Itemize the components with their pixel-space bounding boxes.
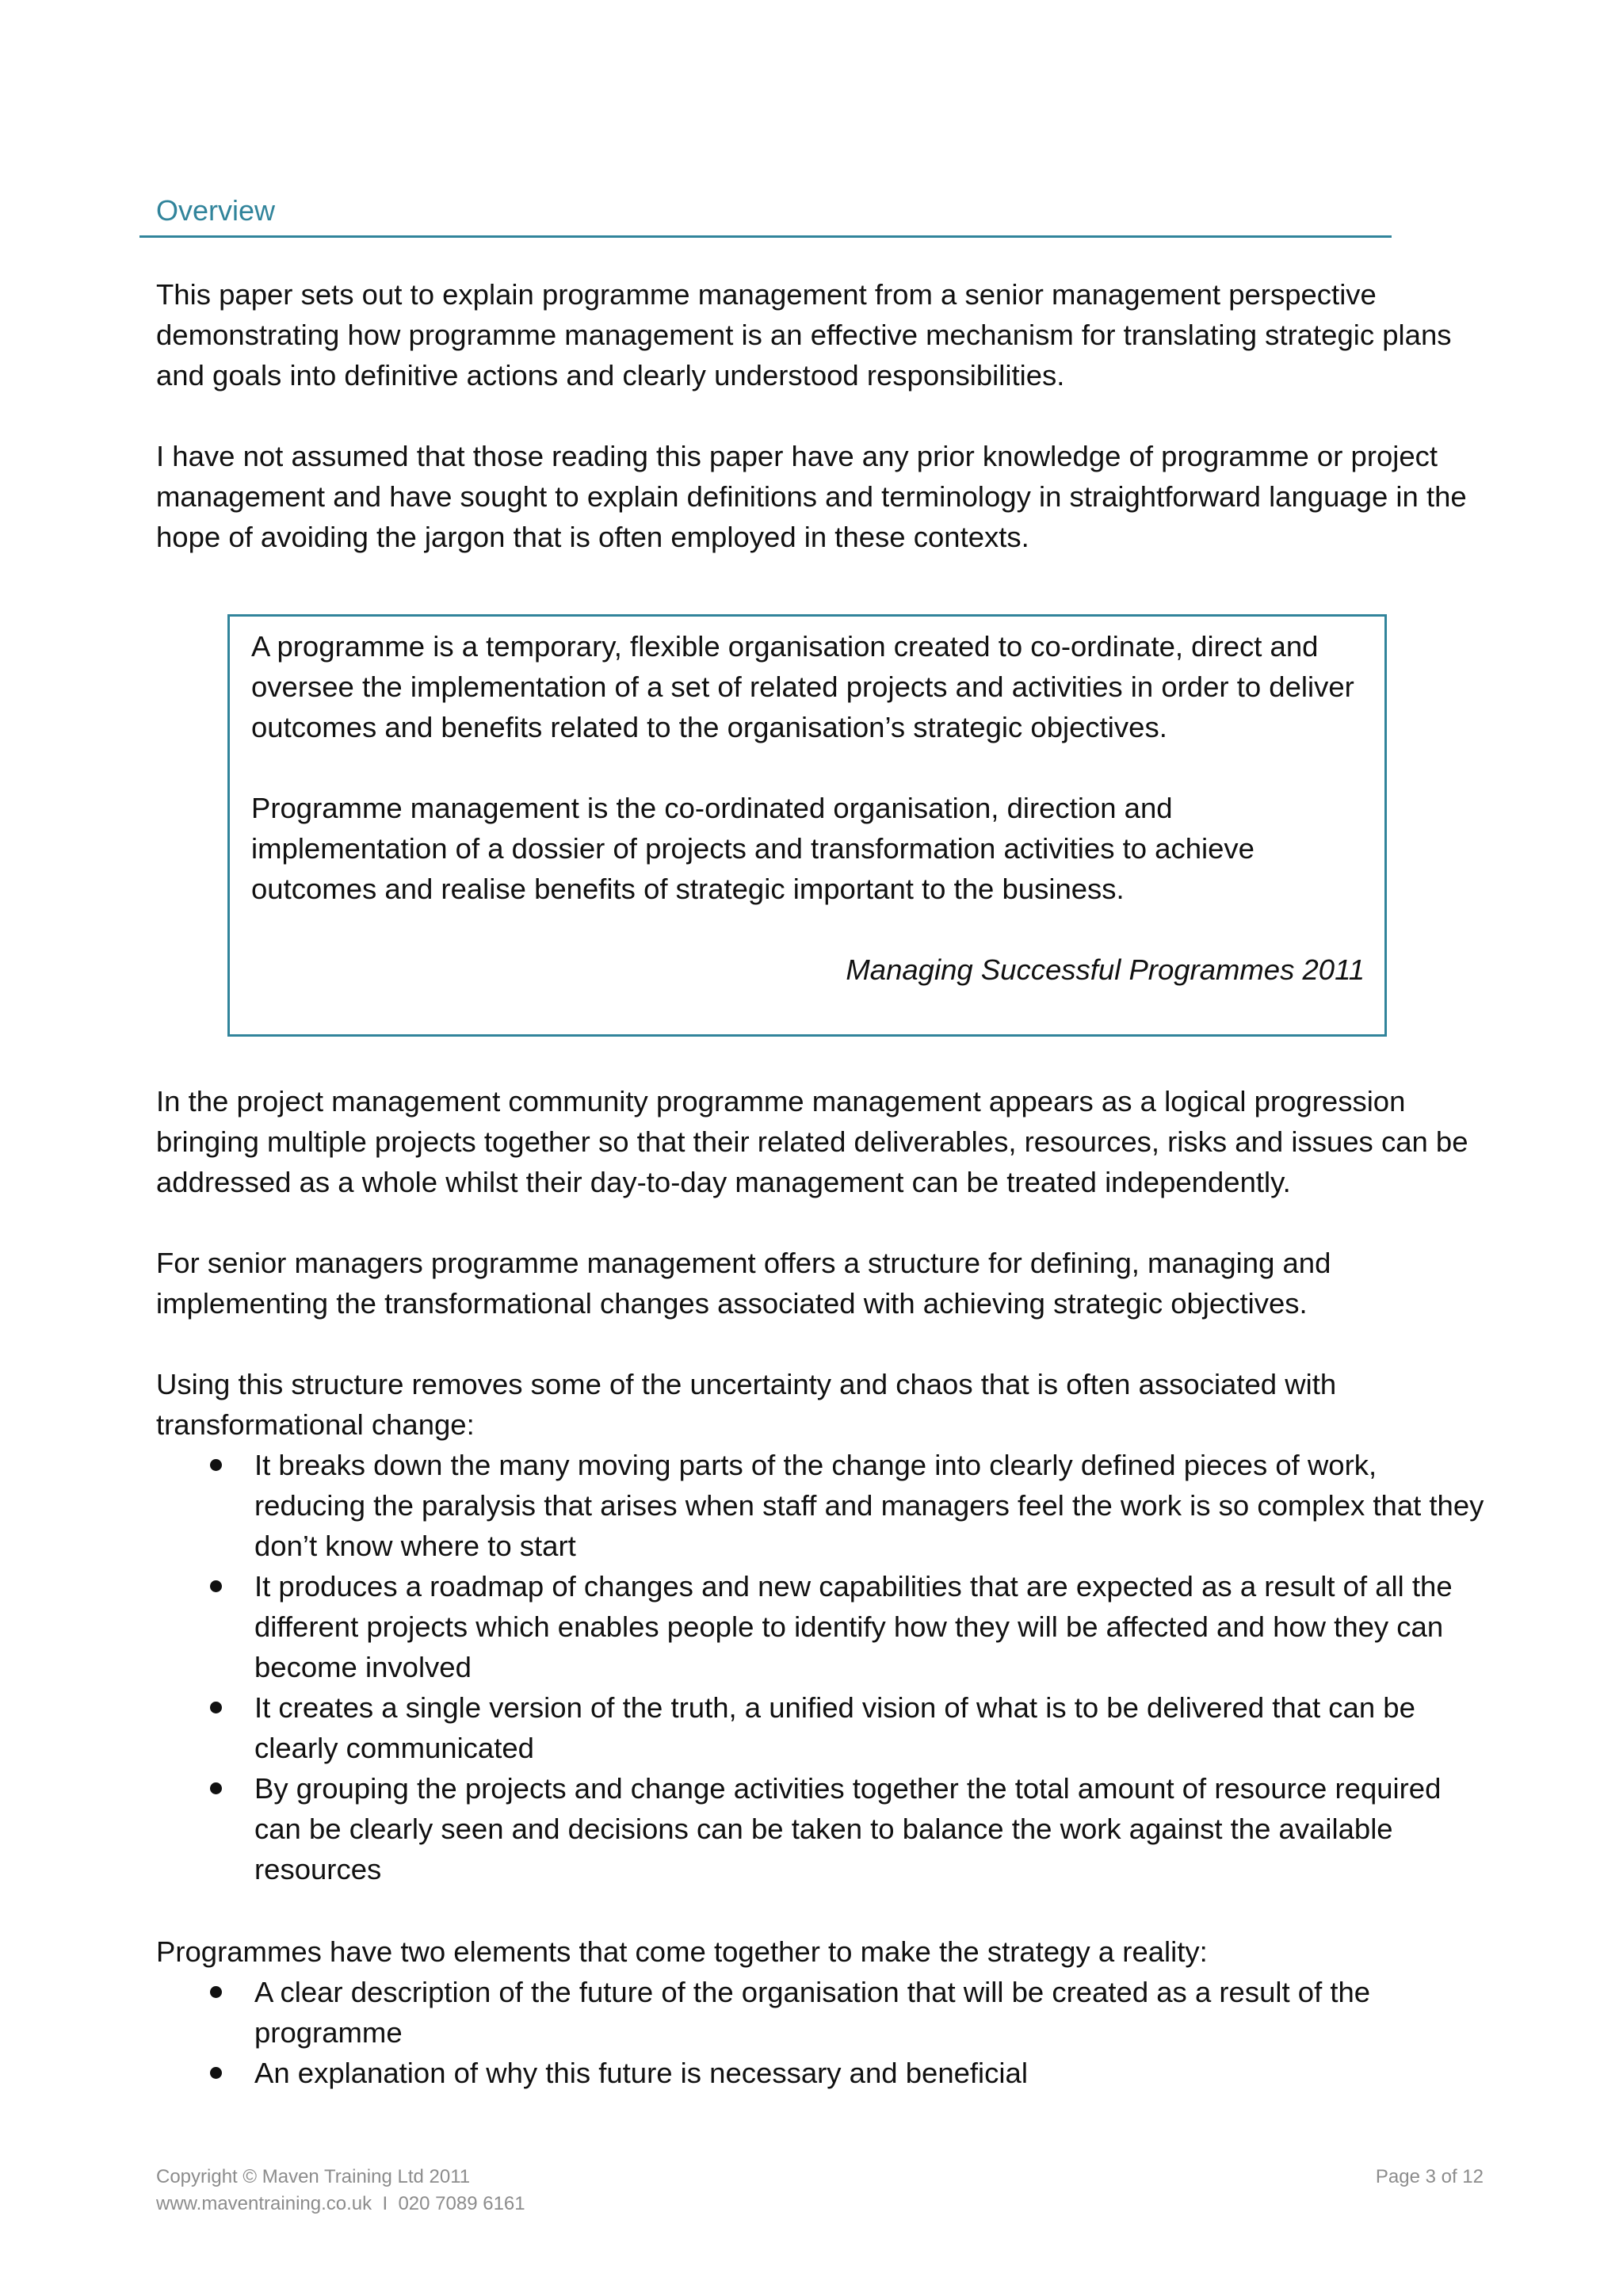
body-paragraph-5: Using this structure removes some of the uncertainty and chaos that is often associated with transformational change:	[156, 1368, 1337, 1441]
list-item-text: A clear description of the future of the organisation that will be created as a result of the programme	[254, 1976, 1371, 2049]
list-item	[156, 1768, 1495, 1889]
list-item-text: An explanation of why this future is necessary and beneficial	[254, 2057, 1028, 2089]
list-item-text: It creates a single version of the truth, a unified vision of what is to be delivered that can be clearly communicated	[254, 1691, 1415, 1764]
bullet-icon	[210, 1459, 222, 1471]
intro-paragraph-1: This paper sets out to explain programme management from a senior management perspective demonstrating how programme management is an effective mechanism for translating strategic plans and goals into definitive actions and clearly understood responsibilities.	[156, 278, 1452, 392]
bullet-icon	[210, 1702, 222, 1713]
list-item	[156, 1687, 1495, 1768]
body-paragraph-6: Programmes have two elements that come together to make the strategy a reality:	[156, 1935, 1208, 1968]
footer-page-number: Page 3 of 12	[1375, 2166, 1484, 2187]
intro-paragraph-2: I have not assumed that those reading this paper have any prior knowledge of programme or project management and have sought to explain definitions and terminology in straightforward language in the hope of avoiding the jargon that is often employed in these contexts.	[156, 440, 1467, 553]
footer-copyright: Copyright © Maven Training Ltd 2011	[156, 2166, 471, 2187]
list-item-text: It produces a roadmap of changes and new capabilities that are expected as a result of all the different projects which enables people to identify how they will be affected and how they can become involved	[254, 1570, 1453, 1683]
body-paragraph-3: In the project management community programme management appears as a logical progression bringing multiple projects together so that their related deliverables, resources, risks and issues can be addressed as a whole whilst their day-to-day management can be treated independently.	[156, 1085, 1468, 1198]
list-item-text: It breaks down the many moving parts of the change into clearly defined pieces of work, reducing the paralysis that arises when staff and managers feel the work is so complex that they don’t know where to start	[254, 1449, 1484, 1562]
list-item	[156, 1445, 1495, 1566]
list-item	[156, 1972, 1495, 2053]
bullet-icon	[210, 1580, 222, 1592]
quote-paragraph-2: Programme management is the co-ordinated organisation, direction and implementation of a dossier of projects and transformation activities to achieve outcomes and realise benefits of strategic important to the business.	[251, 792, 1254, 905]
bullet-icon	[210, 1782, 222, 1794]
quote-paragraph-1: A programme is a temporary, flexible organisation created to co-ordinate, direct and oversee the implementation of a set of related projects and activities in order to deliver outcomes and benefits related to the organisation’s strategic objectives.	[251, 630, 1354, 743]
body-paragraph-4: For senior managers programme management offers a structure for defining, managing and implementing the transformational changes associated with achieving strategic objectives.	[156, 1247, 1331, 1320]
definition-quote-box	[227, 614, 1387, 1037]
benefits-list	[156, 1445, 1495, 1889]
bullet-icon	[210, 1986, 222, 1998]
list-item-text: By grouping the projects and change activities together the total amount of resource required can be clearly seen and decisions can be taken to balance the work against the available resources	[254, 1772, 1442, 1885]
quote-citation: Managing Successful Programmes 2011	[846, 953, 1365, 986]
section-heading: Overview	[156, 194, 276, 227]
programme-elements-list	[156, 1972, 1495, 2093]
list-item	[156, 2053, 1495, 2093]
heading-underline	[139, 235, 1392, 238]
footer-contact: www.maventraining.co.uk I 020 7089 6161	[156, 2193, 525, 2214]
list-item	[156, 1566, 1495, 1687]
bullet-icon	[210, 2067, 222, 2079]
